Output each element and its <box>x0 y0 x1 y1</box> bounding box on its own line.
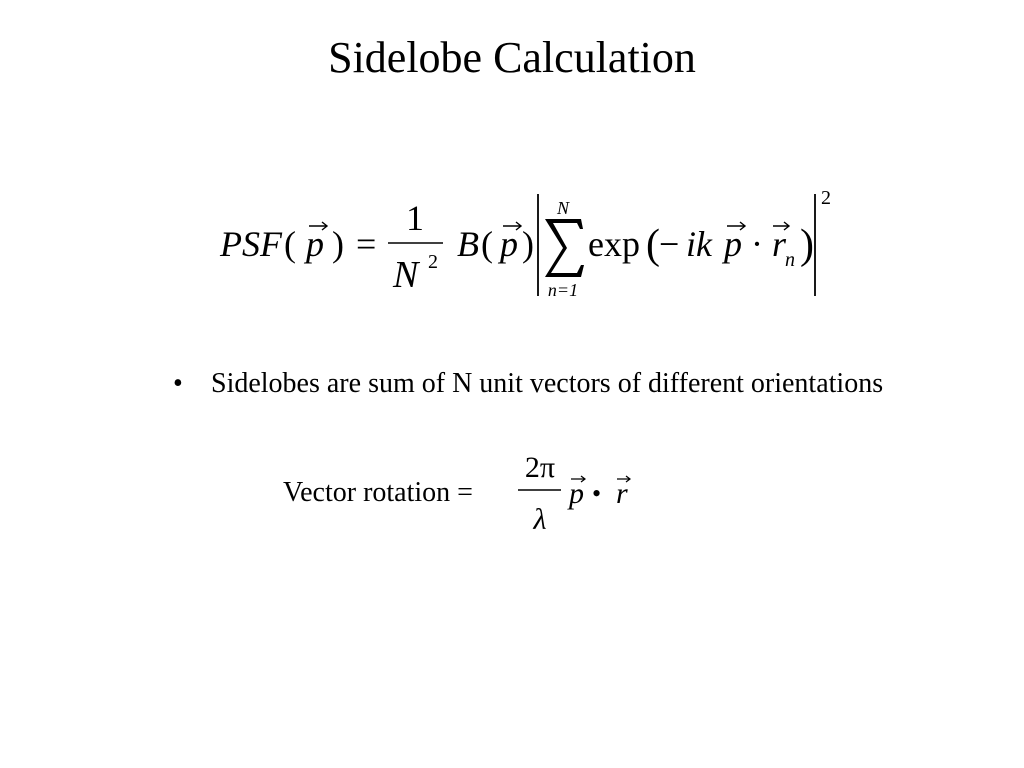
exp-function: exp <box>588 224 640 264</box>
exp-close-paren: ) <box>800 222 814 268</box>
exp-r-vector: r <box>772 224 787 264</box>
sum-upper-limit: N <box>556 198 570 218</box>
beam-open-paren: ( <box>481 224 493 264</box>
psf-function-name: PSF <box>220 224 282 264</box>
vector-rotation-label: Vector rotation = <box>283 477 473 508</box>
exp-dot: · <box>751 224 763 264</box>
abs-power: 2 <box>821 187 831 209</box>
exp-minus: − <box>659 224 680 264</box>
psf-numerator: 1 <box>406 198 424 238</box>
psf-denominator: N <box>393 254 419 296</box>
psf-denominator-power: 2 <box>428 251 438 273</box>
vector-rotation-r: r <box>616 477 628 510</box>
psf-open-paren: ( <box>284 224 296 264</box>
beam-function-name: B <box>457 224 479 264</box>
slide-title: Sidelobe Calculation <box>328 33 696 82</box>
vector-rotation-dot: • <box>592 479 602 508</box>
vector-rotation-numerator: 2π <box>524 451 556 484</box>
psf-equals: = <box>356 224 377 264</box>
exp-r-subscript: n <box>785 249 795 271</box>
beam-close-paren: ) <box>522 224 534 264</box>
beam-argument: p <box>500 224 518 264</box>
vector-rotation-denominator: λ <box>533 503 547 536</box>
bullet-marker: • <box>173 368 183 399</box>
exp-p-vector: p <box>724 224 742 264</box>
vector-rotation-p: p <box>569 477 584 510</box>
psf-argument: p <box>306 224 324 264</box>
exp-ik: ik <box>686 224 712 264</box>
exp-open-paren: ( <box>646 222 660 268</box>
psf-close-paren: ) <box>332 224 344 264</box>
bullet-text: Sidelobes are sum of N unit vectors of different orientations <box>211 368 884 399</box>
sum-lower-limit: n=1 <box>547 280 579 300</box>
